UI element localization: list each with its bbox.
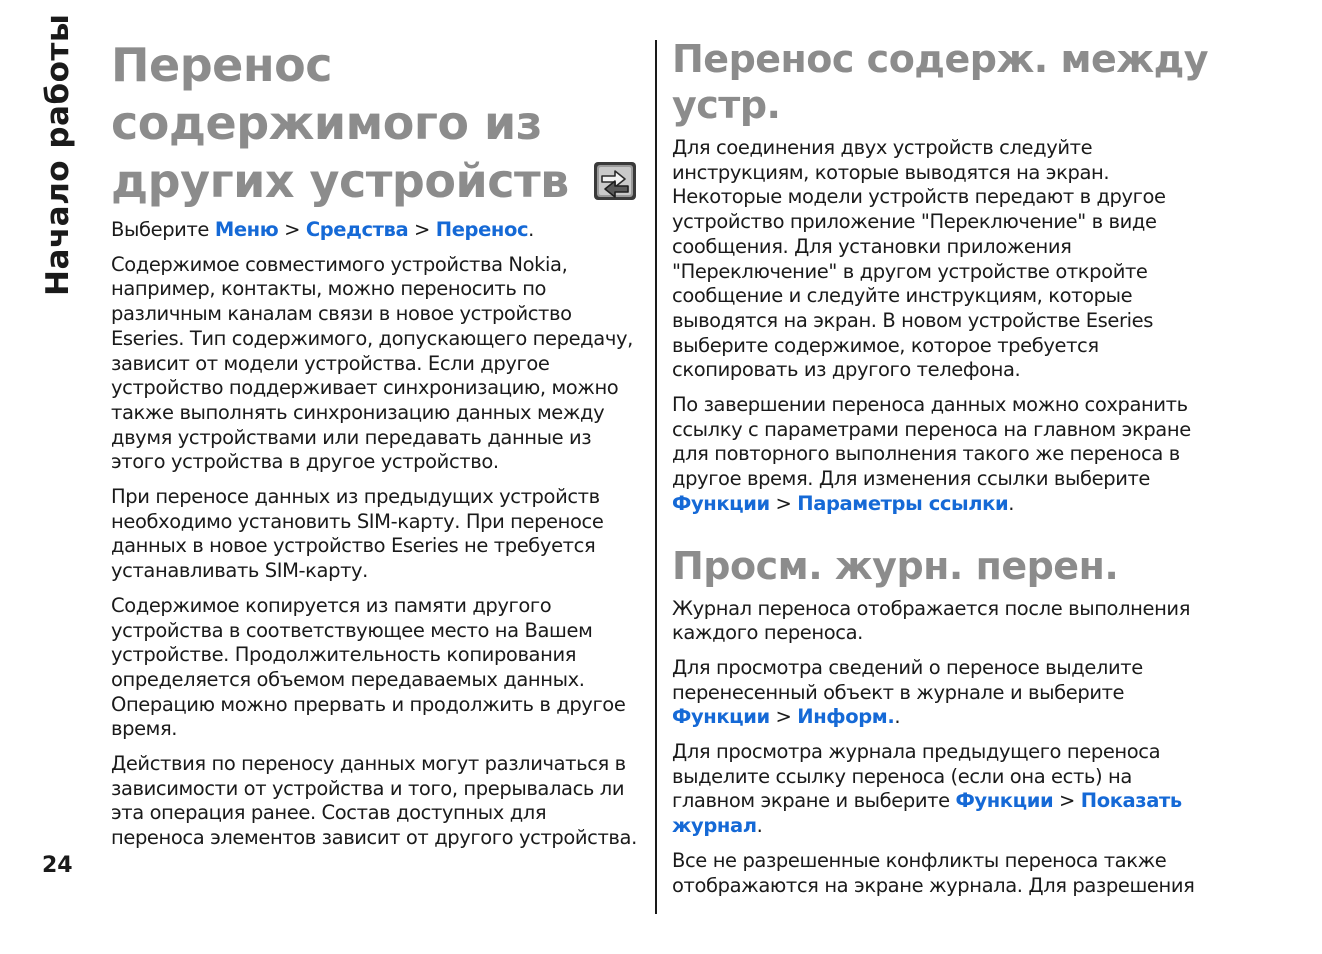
save-shortcut-text: По завершении переноса данных можно сохранить ссылку с параметрами переноса на главном экране для повторного выполнения такого же переноса в другое время. Для изменения ссылки выберите <box>672 393 1191 491</box>
paragraph-view-details <box>672 656 1212 730</box>
paragraph-compatible-content: Содержимое совместимого устройства Nokia, например, контакты, можно переносить по различным каналам связи в новое устройство Eseries. Тип содержимого, допускающего передачу, зависит от модели устройства. Если другое устройство поддерживает синхронизацию, можно также выполнять синхронизацию данных между двумя устройствами или передавать данные из этого устройства в другое устройство. <box>111 252 633 474</box>
transfer-arrows-icon <box>593 161 637 201</box>
menu-path-suffix: . <box>528 218 534 241</box>
page-title-line-2: содержимого из <box>111 96 542 150</box>
paragraph-transfer-actions: Действия по переносу данных могут различаться в зависимости от устройства и того, прерывалась ли эта операция ранее. Состав доступных для переноса элементов зависит от другого устройства. <box>111 752 637 850</box>
view-previous-log-text: Для просмотра журнала предыдущего переноса выделите ссылку переноса (если она есть) на главном экране и выберите <box>672 740 1161 813</box>
save-shortcut-separator: > <box>769 491 798 515</box>
section-title-view-transfer-log: Просм. журн. перен. <box>672 543 1119 588</box>
section-title-transfer-between-devices: Перенос содерж. между устр. <box>672 37 1209 127</box>
menu-path-separator-2: > <box>408 218 436 241</box>
view-details-separator: > <box>769 705 798 729</box>
menu-path <box>111 218 643 243</box>
paragraph-sim-card: При переносе данных из предыдущих устройств необходимо установить SIM-карту. При переносе данных в новое устройство Eseries не требуется устанавливать SIM-карту. <box>111 485 604 583</box>
show-log-link[interactable]: Показать журнал <box>672 789 1182 838</box>
right-column <box>672 36 1212 908</box>
paragraph-connect-devices: Для соединения двух устройств следуйте инструкциям, которые выводятся на экран. Некоторые модели устройств передают в другое устройство приложение "Переключение" в виде сообщения. Для установки приложения "Переключение" в другом устройстве откройте сообщение и следуйте инструкциям, которые выводятся на экран. В новом устройстве Eseries выберите содержимое, которое требуется скопировать из другого телефона. <box>672 136 1166 382</box>
paragraph-save-shortcut <box>672 393 1212 517</box>
save-shortcut-end: . <box>1008 491 1015 515</box>
page-title-line-1: Перенос <box>111 38 332 92</box>
tools-link[interactable]: Средства <box>305 218 409 241</box>
paragraph-copy-memory: Содержимое копируется из памяти другого устройства в соответствующее место на Вашем устройстве. Продолжительность копирования определяется объемом передаваемых данных. Операцию можно прервать и продолжить в другое время. <box>111 593 626 741</box>
menu-path-prefix: Выберите <box>111 218 215 241</box>
menu-link[interactable]: Меню <box>214 218 279 241</box>
options-link[interactable]: Функции <box>672 491 770 515</box>
options-link[interactable]: Функции <box>672 705 770 729</box>
options-link[interactable]: Функции <box>955 789 1054 813</box>
view-previous-log-end: . <box>756 814 763 838</box>
menu-path-separator-1: > <box>278 218 306 241</box>
paragraph-view-previous-log <box>672 740 1212 839</box>
view-details-end: . <box>894 705 901 729</box>
page-title-line-3-text: других устройств <box>111 154 569 208</box>
section-side-label: Начало работы <box>40 13 76 296</box>
column-divider <box>655 40 657 914</box>
page-number: 24 <box>42 853 73 878</box>
shortcut-settings-link[interactable]: Параметры ссылки <box>797 491 1009 515</box>
info-link[interactable]: Информ. <box>797 705 895 729</box>
left-column <box>111 36 643 861</box>
page-title <box>111 36 643 210</box>
paragraph-log-shown: Журнал переноса отображается после выполнения каждого переноса. <box>672 596 1191 645</box>
transfer-link[interactable]: Перенос <box>435 218 529 241</box>
view-previous-log-separator: > <box>1053 789 1081 813</box>
page-title-line-3 <box>111 152 643 210</box>
paragraph-unresolved-conflicts: Все не разрешенные конфликты переноса также отображаются на экране журнала. Для разрешения <box>672 848 1195 897</box>
view-details-text: Для просмотра сведений о переносе выделите перенесенный объект в журнале и выберите <box>672 655 1143 704</box>
